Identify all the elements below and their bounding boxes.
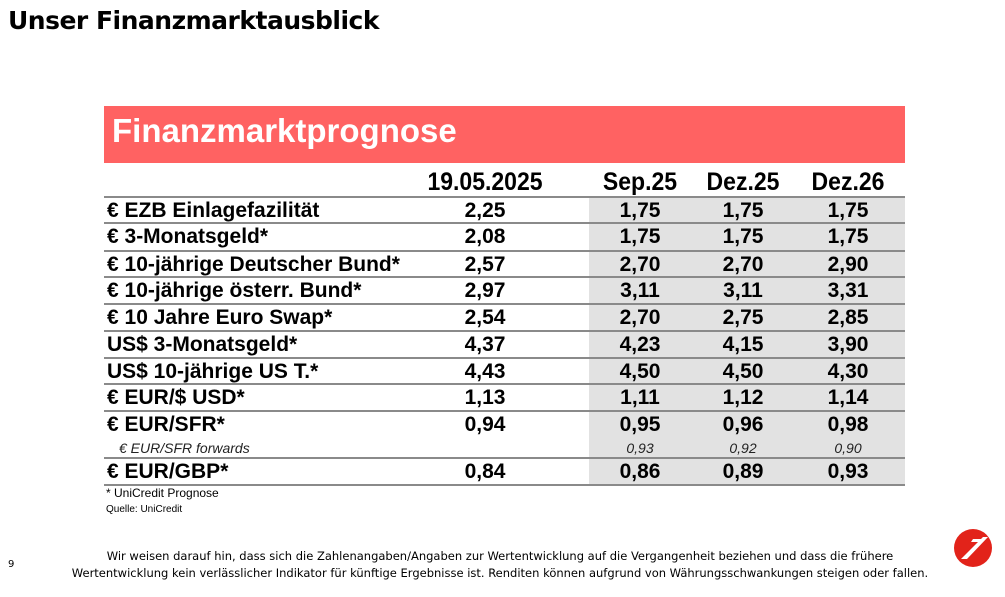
table-row xyxy=(104,357,905,384)
row-value: 3,11 xyxy=(620,279,660,302)
table-row xyxy=(104,222,905,249)
row-value: 4,23 xyxy=(619,333,661,356)
row-value: 0,98 xyxy=(827,413,869,436)
row-value: 4,50 xyxy=(619,360,661,383)
sub-row-label: € EUR/SFR forwards xyxy=(119,440,250,456)
table-row xyxy=(104,383,905,410)
row-value: 2,75 xyxy=(722,306,764,329)
row-value: 1,75 xyxy=(722,225,764,248)
table-row xyxy=(104,303,905,330)
table-row xyxy=(104,276,905,303)
table-row xyxy=(104,330,905,357)
row-label: € 10-jährige österr. Bund* xyxy=(107,279,362,302)
sub-row-value: 0,92 xyxy=(729,440,757,456)
table-row xyxy=(104,457,905,484)
row-value: 2,90 xyxy=(827,253,869,276)
disclaimer: Wir weisen darauf hin, dass sich die Zahlenangaben/Angaben zur Wertentwicklung auf die Vergangenheit beziehen und dass die frühere Wertentwicklung kein verlässlicher Indikator für künftige Ergebnisse ist. Renditen können aufgrund von Währungsschwankungen steigen oder fallen. xyxy=(71,549,929,580)
row-value: 2,70 xyxy=(722,253,764,276)
row-value: 1,11 xyxy=(620,386,660,409)
table-bottom-border xyxy=(104,484,905,486)
row-value: 1,75 xyxy=(827,199,869,222)
footnote: * UniCredit Prognose xyxy=(106,486,219,500)
row-value: 1,14 xyxy=(827,386,869,409)
row-label: € EUR/GBP* xyxy=(107,460,229,483)
row-value: 2,57 xyxy=(464,253,506,276)
row-value: 1,12 xyxy=(722,386,764,409)
column-header: Dez.25 xyxy=(706,168,780,196)
row-label: € EZB Einlagefazilität xyxy=(107,199,320,222)
row-value: 2,85 xyxy=(827,306,869,329)
row-value: 1,75 xyxy=(722,199,764,222)
row-label: US$ 3-Monatsgeld* xyxy=(107,333,298,356)
table-row xyxy=(104,250,905,277)
row-value: 1,75 xyxy=(827,225,869,248)
row-label: € 10-jährige Deutscher Bund* xyxy=(107,253,400,276)
row-value: 2,70 xyxy=(619,253,661,276)
row-value: 3,31 xyxy=(827,279,869,302)
row-value: 1,13 xyxy=(464,386,506,409)
row-value: 0,84 xyxy=(464,460,506,483)
row-value: 2,25 xyxy=(464,199,506,222)
column-header: Sep.25 xyxy=(602,168,678,196)
row-label: € 3-Monatsgeld* xyxy=(107,225,269,248)
row-value: 4,37 xyxy=(464,333,506,356)
row-value: 0,89 xyxy=(722,460,764,483)
row-value: 0,94 xyxy=(464,413,506,436)
row-value: 1,75 xyxy=(619,225,661,248)
table-title: Finanzmarktprognose xyxy=(104,106,905,163)
row-value: 3,90 xyxy=(827,333,869,356)
row-value: 3,11 xyxy=(723,279,763,302)
row-value: 4,50 xyxy=(722,360,764,383)
row-value: 2,08 xyxy=(464,225,506,248)
page-title: Unser Finanzmarktausblick xyxy=(8,6,379,35)
row-label: € EUR/SFR* xyxy=(107,413,225,436)
source-note: Quelle: UniCredit xyxy=(106,504,183,515)
row-value: 2,70 xyxy=(619,306,661,329)
page-number: 9 xyxy=(8,559,15,570)
row-value: 0,86 xyxy=(619,460,661,483)
row-value: 2,54 xyxy=(464,306,506,329)
unicredit-logo-icon xyxy=(953,528,993,568)
row-value: 0,95 xyxy=(619,413,661,436)
column-header: Dez.26 xyxy=(811,168,885,196)
table-row xyxy=(104,410,905,457)
row-value: 0,93 xyxy=(827,460,869,483)
row-value: 4,30 xyxy=(827,360,869,383)
sub-row-value: 0,90 xyxy=(834,440,862,456)
row-value: 0,96 xyxy=(722,413,764,436)
row-value: 4,43 xyxy=(464,360,506,383)
row-label: € EUR/$ USD* xyxy=(107,386,245,409)
row-label: US$ 10-jährige US T.* xyxy=(107,360,319,383)
row-value: 1,75 xyxy=(619,199,661,222)
column-header: 19.05.2025 xyxy=(427,168,543,196)
row-label: € 10 Jahre Euro Swap* xyxy=(107,306,333,329)
sub-row-value: 0,93 xyxy=(626,440,654,456)
row-value: 2,97 xyxy=(464,279,506,302)
row-value: 4,15 xyxy=(722,333,764,356)
table-row xyxy=(104,196,905,223)
